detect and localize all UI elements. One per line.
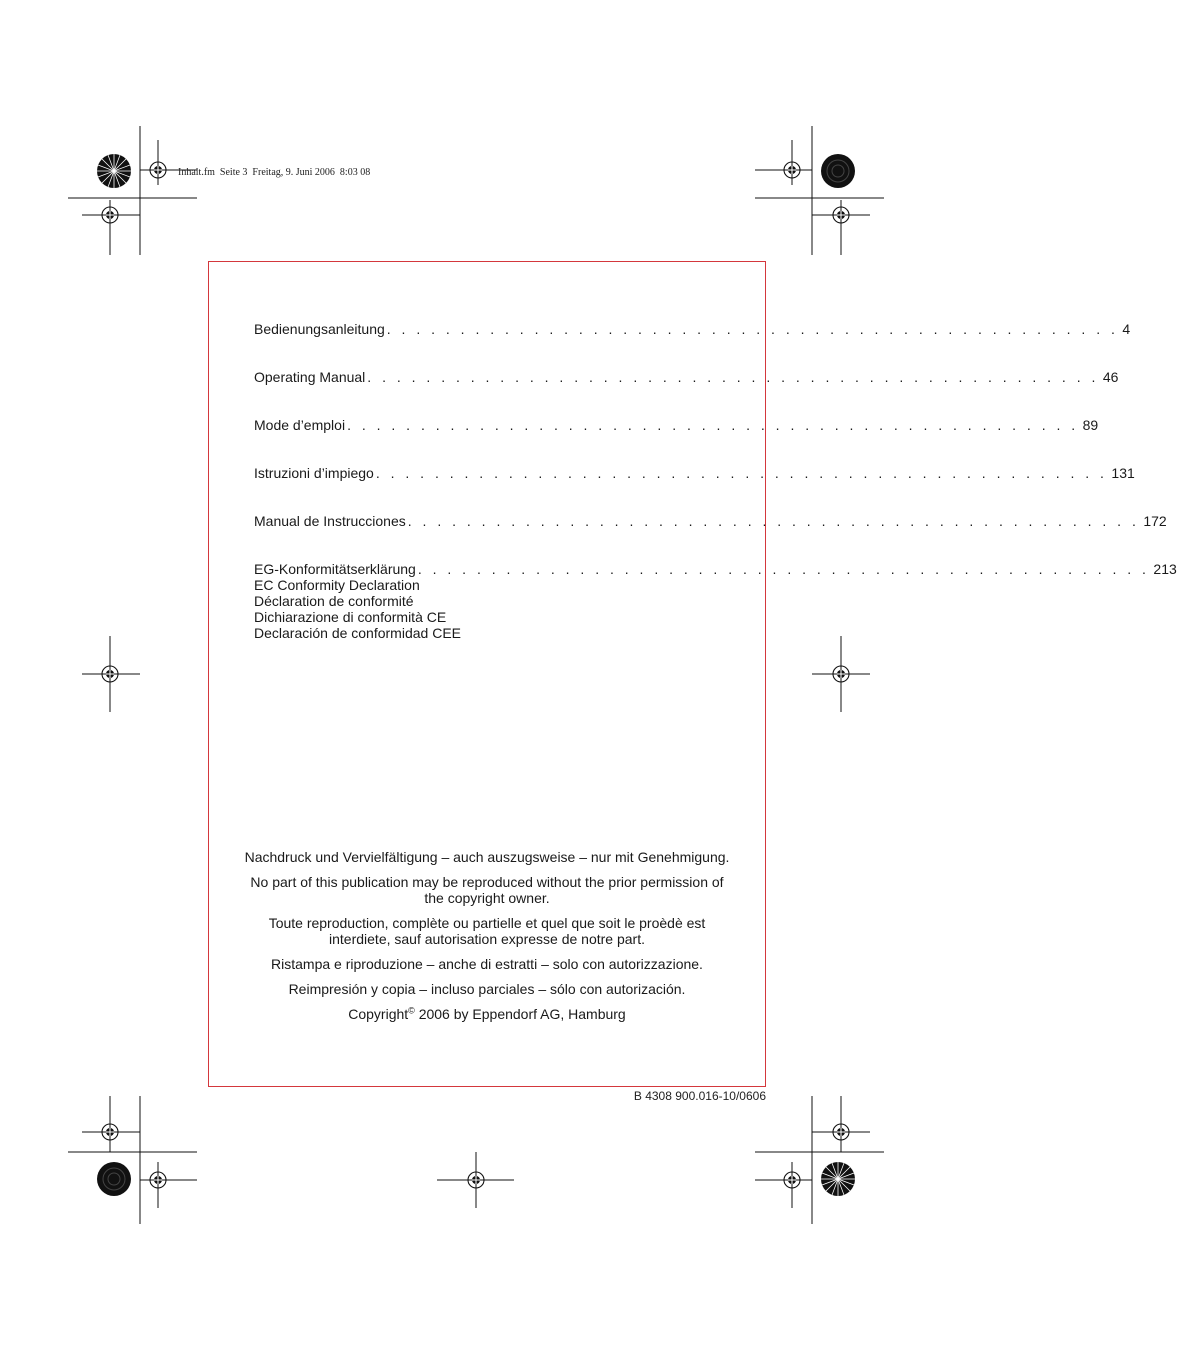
toc-sub-entry: Déclaration de conformité [254,593,414,609]
toc-entry[interactable] [254,465,1135,481]
copyright-prefix: Copyright [348,1006,409,1022]
toc-leader-dots: . . . . . . . . . . . . . . . . . . . . . . . . . . . . . . . . . . . . . . . . . . . . . . . . . . [407,513,1140,529]
copyright-line: No part of this publication may be reproduced without the prior permission of the copyright owner. [250,874,724,906]
toc-leader-dots: . . . . . . . . . . . . . . . . . . . . . . . . . . . . . . . . . . . . . . . . . . . . . . . . . . [367,369,1099,385]
toc-title: Istruzioni d’impiego [254,465,374,481]
toc-sub-entry: Declaración de conformidad CEE [254,625,461,641]
toc-leader-dots: . . . . . . . . . . . . . . . . . . . . . . . . . . . . . . . . . . . . . . . . . . . . . . . . . . [386,321,1119,337]
toc-page-number: 131 [1111,465,1135,481]
file-slug: Inhalt.fm Seite 3 Freitag, 9. Juni 2006 8:03 08 [178,167,371,178]
toc-page-number: 89 [1082,417,1099,433]
content-frame [208,261,1177,1087]
toc-title: Manual de Instrucciones [254,513,406,529]
document-number: B 4308 900.016-10/0606 [633,1089,766,1103]
copyright-holder: 2006 by Eppendorf AG, Hamburg [414,1006,626,1022]
toc-title: EG-Konformitätserklärung [254,561,416,577]
table-of-contents [254,321,1177,673]
toc-entry[interactable] [254,513,1167,529]
copyright-line: Reimpresión y copia – incluso parciales – sólo con autorización. [288,981,686,997]
toc-page-number: 172 [1143,513,1167,529]
toc-entry[interactable] [254,321,1131,337]
toc-entry[interactable] [254,417,1099,433]
copyright-line: Nachdruck und Vervielfältigung – auch auszugsweise – nur mit Genehmigung. [244,849,730,865]
toc-leader-dots: . . . . . . . . . . . . . . . . . . . . . . . . . . . . . . . . . . . . . . . . . . . . . . . . . . [375,465,1108,481]
toc-title: Bedienungsanleitung [254,321,385,337]
copyright-symbol: © [408,1005,415,1016]
toc-page-number: 46 [1102,369,1119,385]
toc-sub-entry: Dichiarazione di conformità CE [254,609,447,625]
toc-page-number: 213 [1153,561,1177,577]
toc-leader-dots: . . . . . . . . . . . . . . . . . . . . . . . . . . . . . . . . . . . . . . . . . . . . . . . . . . [347,417,1079,433]
copyright-line: Ristampa e riproduzione – anche di estratti – solo con autorizzazione. [271,956,703,972]
copyright-statement [209,1006,765,1022]
toc-title: Operating Manual [254,369,366,385]
copyright-line: Toute reproduction, complète ou partielle et quel que soit le proèdè est interdiete, sauf autorisation expresse de notre part. [268,915,706,947]
toc-page-number: 4 [1122,321,1131,337]
toc-sub-entry: EC Conformity Declaration [254,577,420,593]
toc-leader-dots: . . . . . . . . . . . . . . . . . . . . . . . . . . . . . . . . . . . . . . . . . . . . . . . . . . [417,561,1150,577]
toc-entry[interactable] [254,369,1119,385]
copyright-notice [209,849,765,1031]
toc-title: Mode d’emploi [254,417,346,433]
toc-entry[interactable] [254,561,1177,641]
